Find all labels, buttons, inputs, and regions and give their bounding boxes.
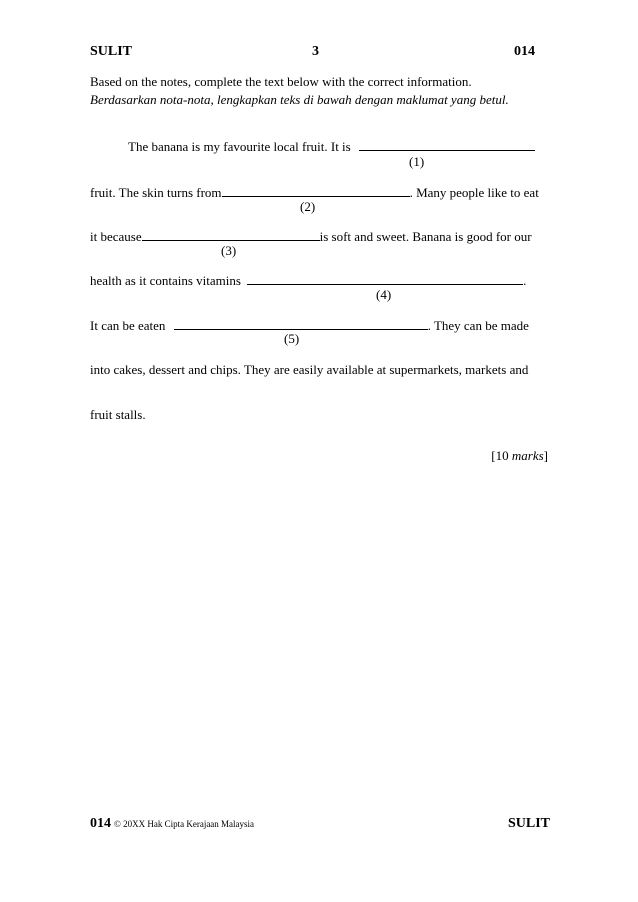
marks-label xyxy=(491,448,548,464)
marks-open: [10 xyxy=(491,448,512,463)
blank-number-4: (4) xyxy=(376,287,392,302)
answer-blank-1[interactable] xyxy=(359,138,535,151)
passage-line-6: into cakes, dessert and chips. They are easily available at supermarkets, markets and xyxy=(90,362,529,377)
passage-line-5 xyxy=(90,317,529,334)
passage-text: it because xyxy=(90,229,142,244)
passage-text: It can be eaten xyxy=(90,318,166,333)
passage-text: health as it contains vitamins xyxy=(90,273,241,288)
passage-text: The banana is my favourite local fruit. It is xyxy=(128,139,351,154)
passage-text: . xyxy=(523,273,527,288)
passage-line-7: fruit stalls. xyxy=(90,407,146,422)
answer-blank-4[interactable] xyxy=(247,272,523,285)
paper-code: 014 xyxy=(514,44,535,59)
blank-number-2: (2) xyxy=(300,199,316,214)
page-number: 3 xyxy=(312,44,319,59)
header-classification: SULIT xyxy=(90,44,133,59)
passage-line-3 xyxy=(90,228,532,245)
passage-text: is soft and sweet. Banana is good for our xyxy=(319,229,532,244)
instruction-malay: Berdasarkan nota-nota, lengkapkan teks di bawah dengan maklumat yang betul. xyxy=(90,92,509,107)
blank-number-3: (3) xyxy=(221,243,237,258)
footer-classification: SULIT xyxy=(508,816,551,831)
passage-line-4 xyxy=(90,272,526,289)
answer-blank-2[interactable] xyxy=(222,184,410,197)
blank-number-1: (1) xyxy=(409,154,425,169)
footer-paper-code: 014 xyxy=(90,816,111,831)
footer-copyright: © 20XX Hak Cipta Kerajaan Malaysia xyxy=(114,819,255,829)
answer-blank-5[interactable] xyxy=(174,317,428,330)
answer-blank-3[interactable] xyxy=(142,228,320,241)
passage-text: . They can be made xyxy=(427,318,529,333)
passage-text: fruit. The skin turns from xyxy=(90,185,222,200)
marks-word: marks xyxy=(511,448,544,463)
instruction-english: Based on the notes, complete the text below with the correct information. xyxy=(90,74,472,89)
marks-close: ] xyxy=(543,448,548,463)
passage-line-1 xyxy=(128,138,535,155)
passage-text: . Many people like to eat xyxy=(409,185,539,200)
blank-number-5: (5) xyxy=(284,331,300,346)
